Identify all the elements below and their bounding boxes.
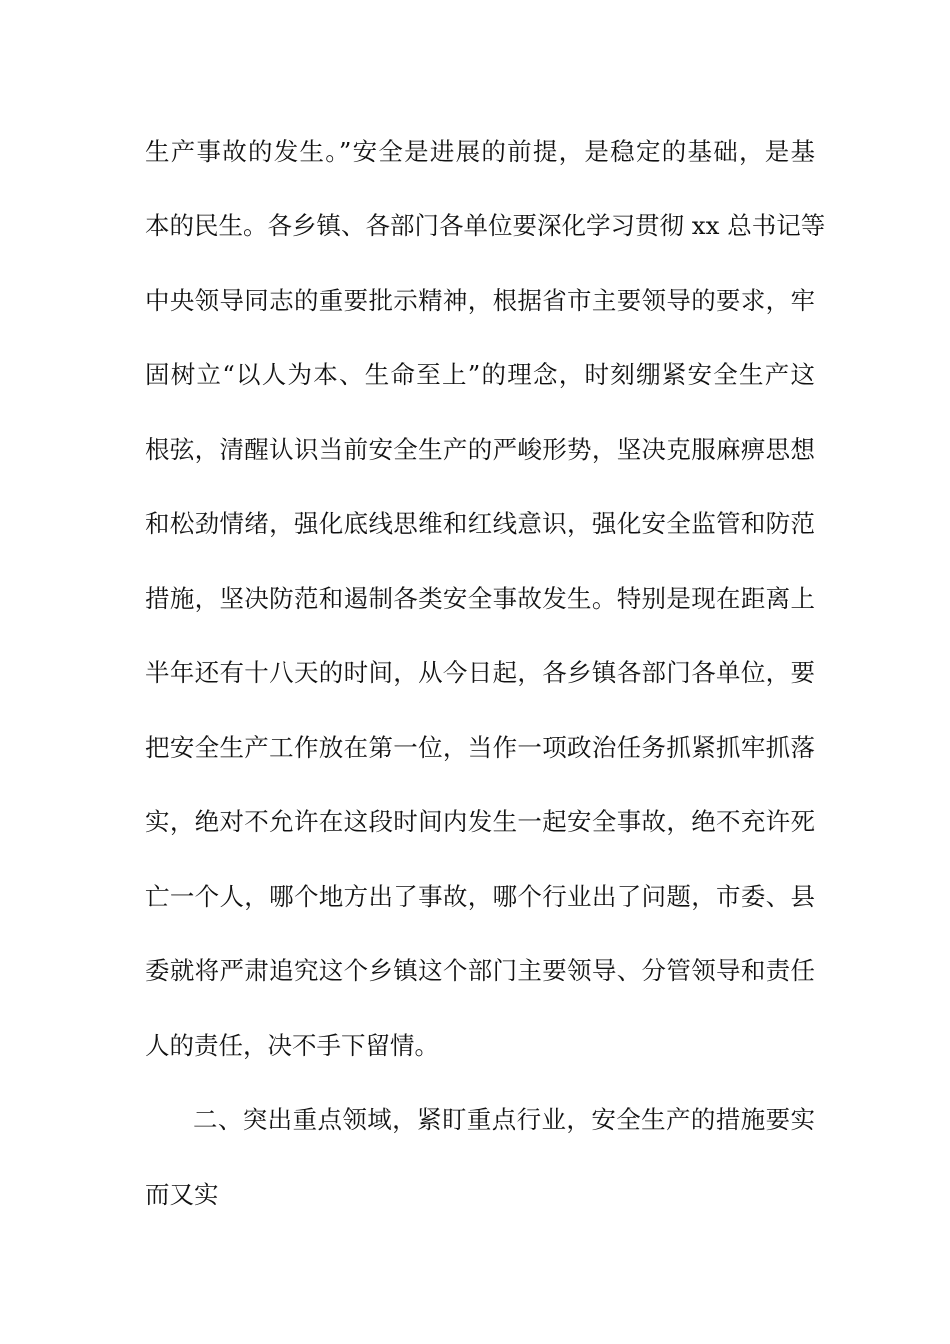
paragraph-line: 固树立“以人为本、生命至上”的理念，时刻绷紧安全生产这 [145,360,815,389]
paragraph-line: 措施，坚决防范和遏制各类安全事故发生。特别是现在距离上 [145,584,815,613]
section-heading-line: 二、突出重点领域，紧盯重点行业，安全生产的措施要实 [193,1105,815,1134]
paragraph-line: 人的责任，决不手下留情。 [145,1031,439,1060]
paragraph-line: 和松劲情绪，强化底线思维和红线意识，强化安全监管和防范 [145,509,815,538]
paragraph-line: 半年还有十八天的时间，从今日起，各乡镇各部门各单位，要 [145,658,815,687]
paragraph-line: 委就将严肃追究这个乡镇这个部门主要领导、分管领导和责任 [145,956,815,985]
paragraph-line: 根弦，清醒认识当前安全生产的严峻形势，坚决克服麻痹思想 [145,435,815,464]
paragraph-line: 本的民生。各乡镇、各部门各单位要深化学习贯彻 xx 总书记等 [145,211,826,240]
paragraph-line: 中央领导同志的重要批示精神，根据省市主要领导的要求，牢 [145,286,815,315]
paragraph-line: 实，绝对不允许在这段时间内发生一起安全事故，绝不充许死 [145,807,815,836]
paragraph-line: 把安全生产工作放在第一位，当作一项政治任务抓紧抓牢抓落 [145,733,815,762]
section-heading-line: 而又实 [145,1180,219,1209]
paragraph-line: 亡一个人，哪个地方出了事故，哪个行业出了问题，市委、县 [145,882,815,911]
paragraph-line: 生产事故的发生。”安全是进展的前提，是稳定的基础，是基 [145,137,815,166]
